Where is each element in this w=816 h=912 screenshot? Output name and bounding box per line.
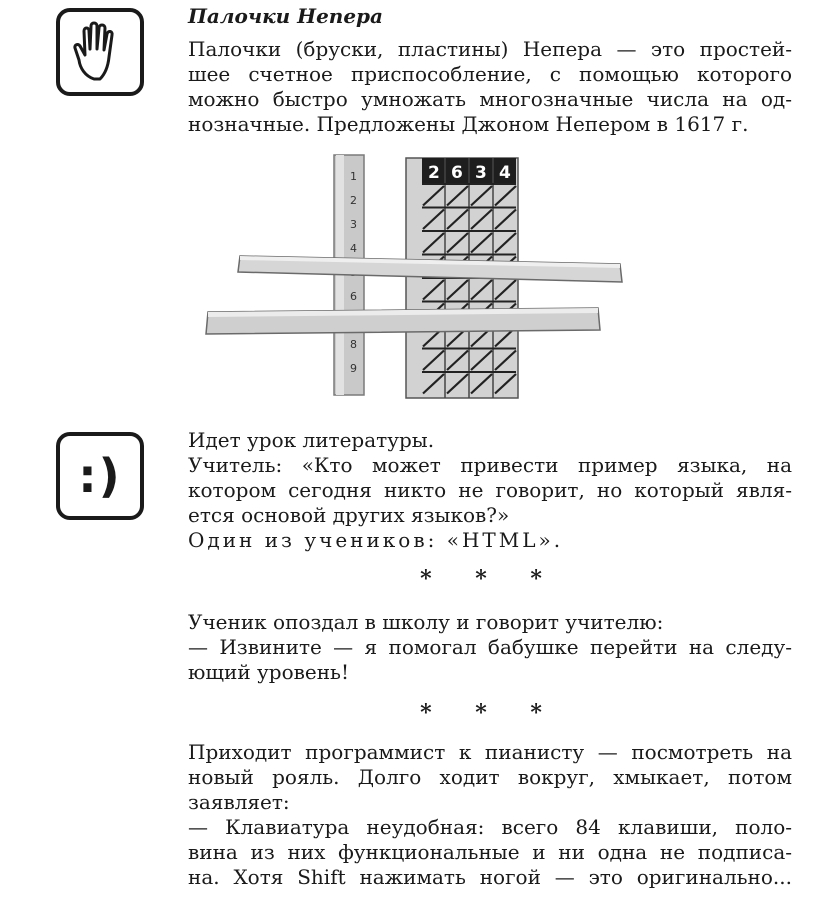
napier-title: Палочки Непера (188, 4, 383, 28)
index-digit: 9 (350, 362, 357, 375)
joke1-line-2: Учитель: «Кто может привести пример языка, на (188, 453, 792, 477)
joke2-line-2: — Извините — я помогал бабушке перейти на следу- (188, 635, 792, 659)
joke1-line-3: котором сегодня никто не говорит, но который явля- (188, 478, 792, 502)
joke-literature (188, 428, 792, 553)
hand-icon-box (56, 8, 144, 96)
separator-stars: * * * (420, 700, 560, 726)
joke1-line-5: Один из учеников: «HTML». (188, 528, 564, 552)
separator-stars: * * * (420, 566, 560, 592)
joke1-line-4: ется основой других языков?» (188, 503, 510, 527)
joke-grandma (188, 610, 792, 685)
top-digit: 6 (451, 163, 463, 183)
top-digit: 3 (475, 163, 487, 183)
napier-line-4: нозначные. Предложены Джоном Непером в 1617 г. (188, 112, 749, 136)
joke3-line-6: на. Хотя Shift нажимать ногой — это оригинально... (188, 865, 792, 889)
index-digit: 3 (350, 218, 357, 231)
joke3-line-5: вина из них функциональные и ни одна не подписа- (188, 840, 792, 864)
index-digit: 8 (350, 338, 357, 351)
napier-line-3: можно быстро умножать многозначные числа на од- (188, 87, 792, 111)
raised-hand-icon (70, 21, 130, 83)
joke3-line-2: новый рояль. Долго ходит вокруг, хмыкает, потом (188, 765, 792, 789)
joke-programmer (188, 740, 792, 890)
index-digit: 6 (350, 290, 357, 303)
joke3-line-4: — Клавиатура неудобная: всего 84 клавиши, поло- (188, 815, 792, 839)
joke1-line-1: Идет урок литературы. (188, 428, 435, 452)
joke3-line-1: Приходит программист к пианисту — посмотреть на (188, 740, 792, 764)
smiley-face-icon (56, 432, 144, 520)
smiley-glyph: :) (78, 449, 122, 503)
napier-section (188, 4, 792, 137)
index-digit: 2 (350, 194, 357, 207)
napier-line-1: Палочки (бруски, пластины) Непера — это простей- (188, 37, 792, 61)
index-digit: 4 (350, 242, 357, 255)
top-digit: 2 (428, 163, 440, 183)
joke3-line-3: заявляет: (188, 790, 290, 814)
top-digit: 4 (499, 163, 511, 183)
joke2-line-3: ющий уровень! (188, 660, 349, 684)
napier-bones-photo (200, 150, 630, 405)
index-digit: 1 (350, 170, 357, 183)
napier-line-2: шее счетное приспособление, с помощью которого (188, 62, 792, 86)
cross-stick-lower (206, 308, 600, 334)
joke2-line-1: Ученик опоздал в школу и говорит учителю: (188, 610, 664, 634)
